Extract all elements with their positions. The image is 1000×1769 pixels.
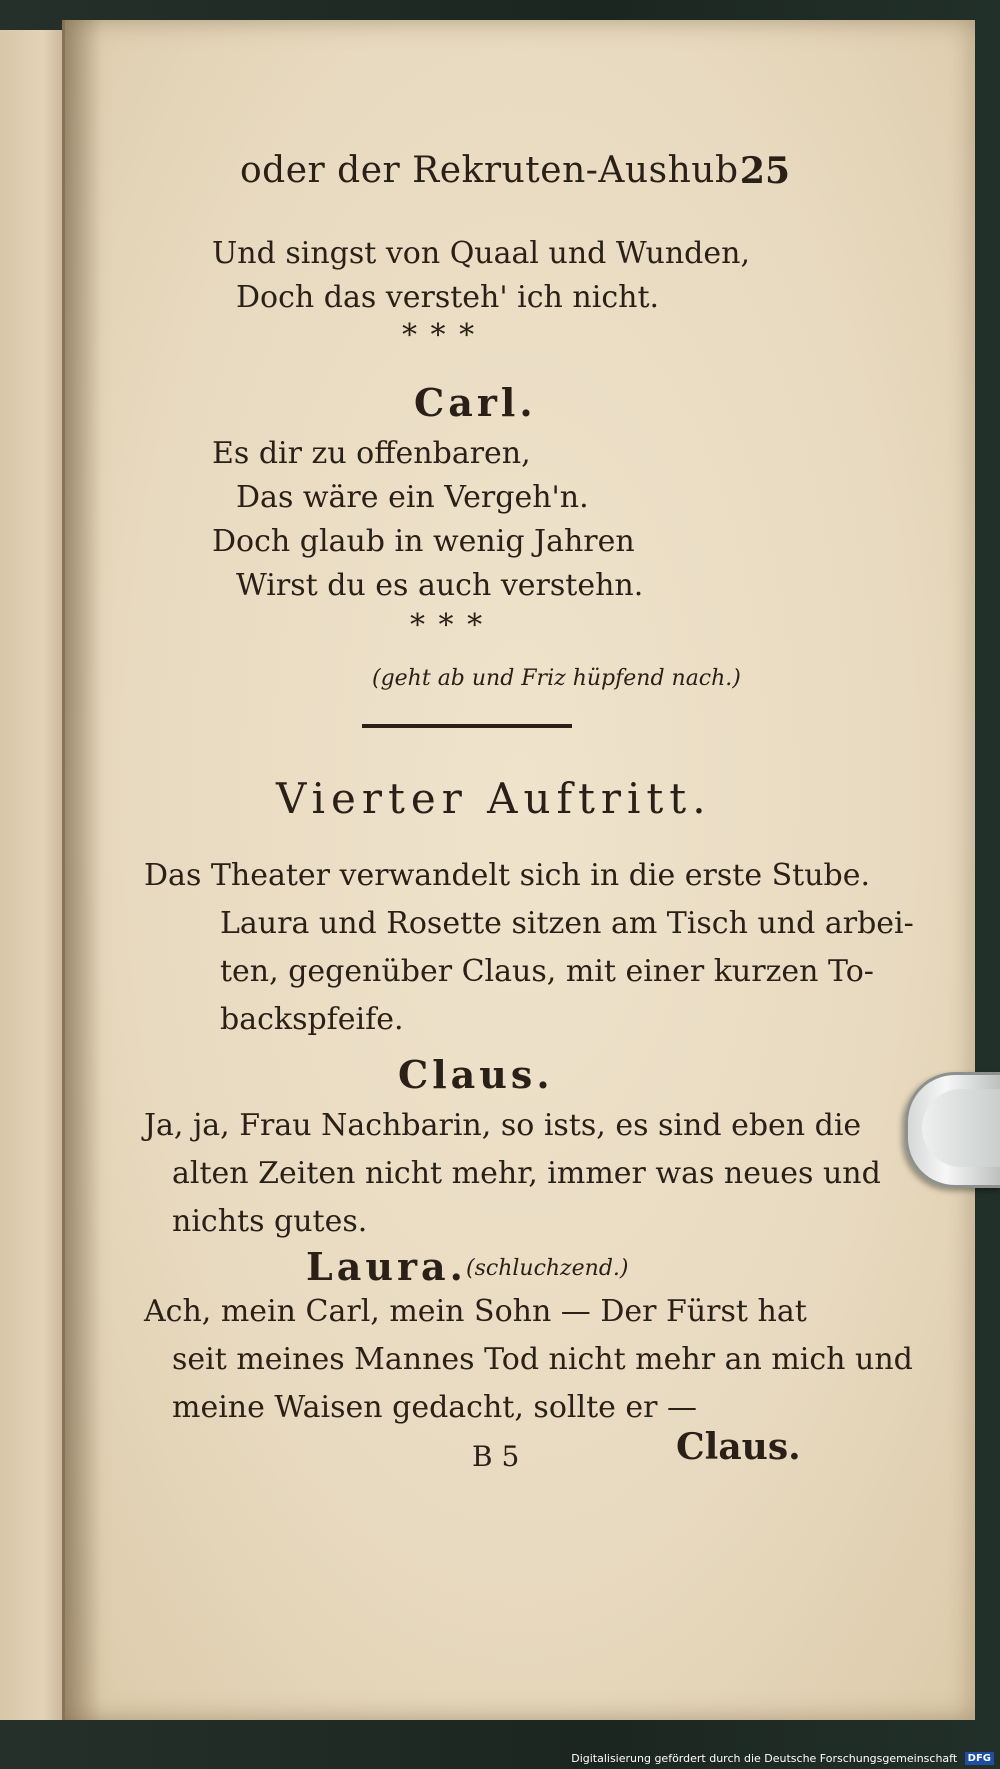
stage-direction-line: Das Theater verwandelt sich in die erste Stube.	[144, 858, 871, 893]
signature-mark: B 5	[472, 1440, 520, 1473]
gutter-shadow	[62, 20, 102, 1720]
stage-direction-sobbing: (schluchzend.)	[466, 1256, 629, 1281]
verse-line: Doch das versteh' ich nicht.	[236, 280, 660, 315]
speaker-carl: Carl.	[414, 380, 537, 425]
dialogue-line: meine Waisen gedacht, sollte er —	[172, 1390, 698, 1425]
page-number: 25	[740, 150, 791, 192]
catchword: Claus.	[676, 1426, 801, 1468]
dialogue-line: seit meines Mannes Tod nicht mehr an mich und	[172, 1342, 913, 1377]
dfg-logo: DFG	[965, 1752, 994, 1765]
scene-title: Vierter Auftritt.	[276, 774, 712, 823]
verse-line: Und singst von Quaal und Wunden,	[212, 236, 750, 271]
stage-direction-line: Laura und Rosette sitzen am Tisch und arbei-	[220, 906, 914, 941]
page-clip-tab	[905, 1072, 1000, 1188]
dialogue-line: nichts gutes.	[172, 1204, 368, 1239]
speaker-claus: Claus.	[398, 1052, 554, 1097]
stage-direction-line: backspfeife.	[220, 1002, 404, 1037]
section-stars: * * *	[402, 318, 477, 353]
dialogue-line: Ach, mein Carl, mein Sohn — Der Fürst hat	[144, 1294, 807, 1329]
verse-line: Wirst du es auch verstehn.	[236, 568, 644, 603]
stage-direction-line: ten, gegenüber Claus, mit einer kurzen To-	[220, 954, 874, 989]
section-stars: * * *	[410, 608, 485, 643]
running-title: oder der Rekruten-Aushub.	[240, 150, 751, 191]
digitization-credit	[571, 1752, 994, 1766]
section-rule	[362, 724, 572, 728]
page-clip-inner	[922, 1089, 1000, 1167]
credit-text: Digitalisierung gefördert durch die Deutsche Forschungsgemeinschaft	[571, 1751, 958, 1765]
speaker-laura: Laura.	[306, 1244, 467, 1289]
verse-line: Doch glaub in wenig Jahren	[212, 524, 635, 559]
stage-direction-exit: (geht ab und Friz hüpfend nach.)	[372, 666, 741, 691]
verse-line: Es dir zu offenbaren,	[212, 436, 531, 471]
verse-line: Das wäre ein Vergeh'n.	[236, 480, 589, 515]
dialogue-line: alten Zeiten nicht mehr, immer was neues und	[172, 1156, 881, 1191]
dialogue-line: Ja, ja, Frau Nachbarin, so ists, es sind eben die	[144, 1108, 862, 1143]
